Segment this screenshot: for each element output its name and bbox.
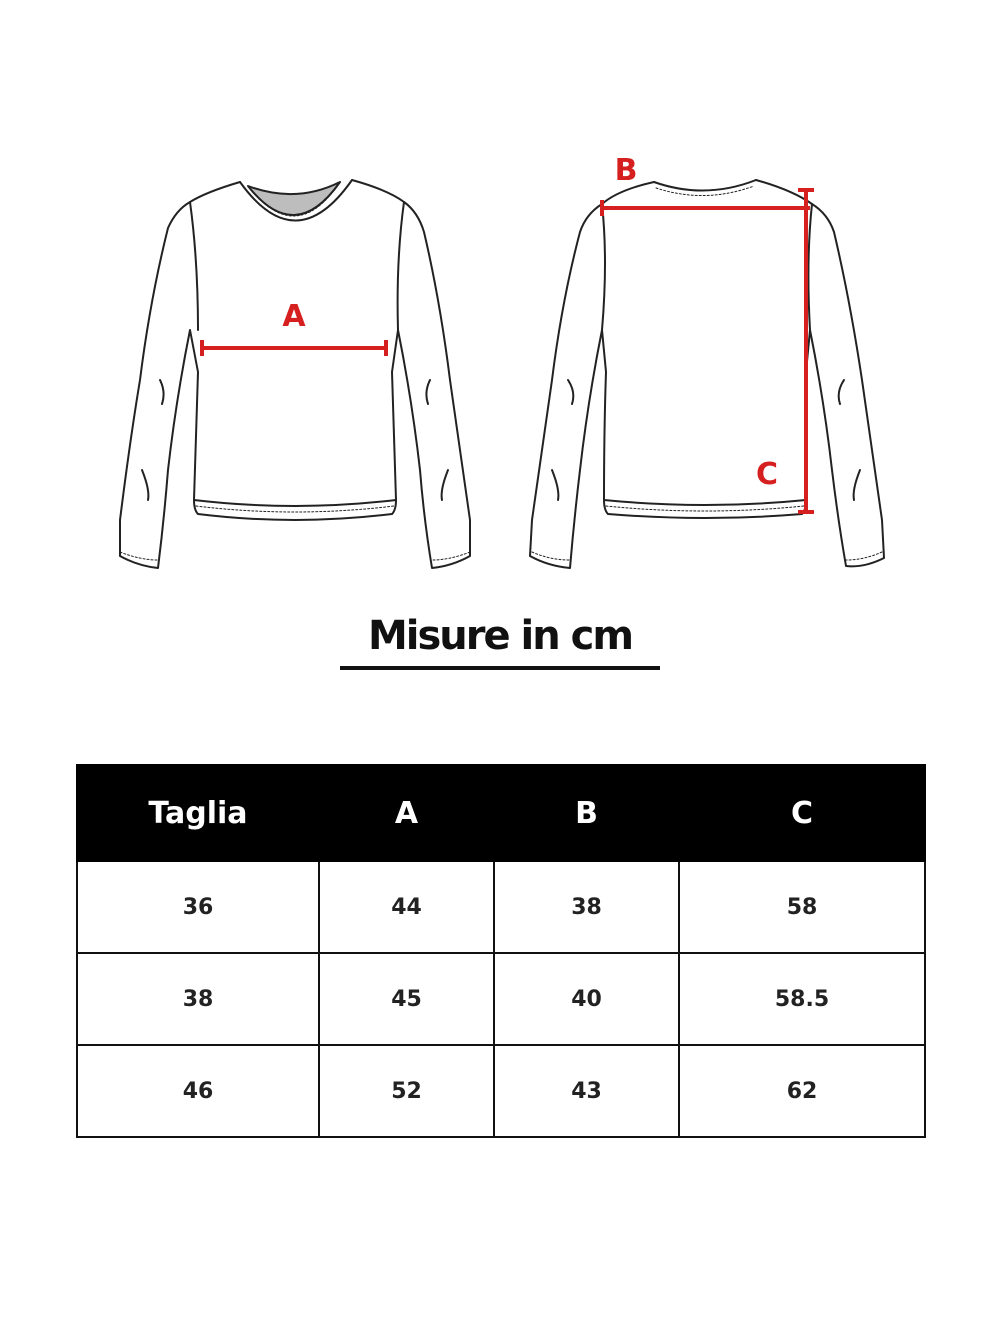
cell-b: 43: [494, 1045, 679, 1137]
cell-taglia: 46: [77, 1045, 319, 1137]
table-row: [77, 953, 925, 1045]
header-a: A: [319, 765, 494, 861]
measure-label-a: A: [282, 299, 306, 334]
header-b: B: [494, 765, 679, 861]
measure-line-b: [602, 200, 810, 216]
garment-diagram: [0, 0, 1000, 600]
cell-c: 58: [679, 861, 925, 953]
cell-a: 45: [319, 953, 494, 1045]
header-c: C: [679, 765, 925, 861]
size-table: [76, 764, 926, 1138]
cell-a: 44: [319, 861, 494, 953]
header-taglia: Taglia: [77, 765, 319, 861]
measure-label-c: C: [755, 457, 779, 492]
measure-line-a: [202, 340, 386, 356]
cell-c: 62: [679, 1045, 925, 1137]
cell-b: 38: [494, 861, 679, 953]
cell-a: 52: [319, 1045, 494, 1137]
title-underline: [340, 666, 660, 670]
measure-line-c: [798, 190, 814, 512]
title-block: [340, 608, 660, 670]
cell-taglia: 36: [77, 861, 319, 953]
cell-taglia: 38: [77, 953, 319, 1045]
cell-b: 40: [494, 953, 679, 1045]
page-title: Misure in cm: [367, 613, 633, 659]
back-garment-drawing: [530, 180, 884, 568]
front-garment-drawing: [120, 180, 470, 568]
size-table-header: [77, 765, 925, 861]
cell-c: 58.5: [679, 953, 925, 1045]
table-row: [77, 1045, 925, 1137]
measure-label-b: B: [614, 153, 638, 188]
table-row: [77, 861, 925, 953]
